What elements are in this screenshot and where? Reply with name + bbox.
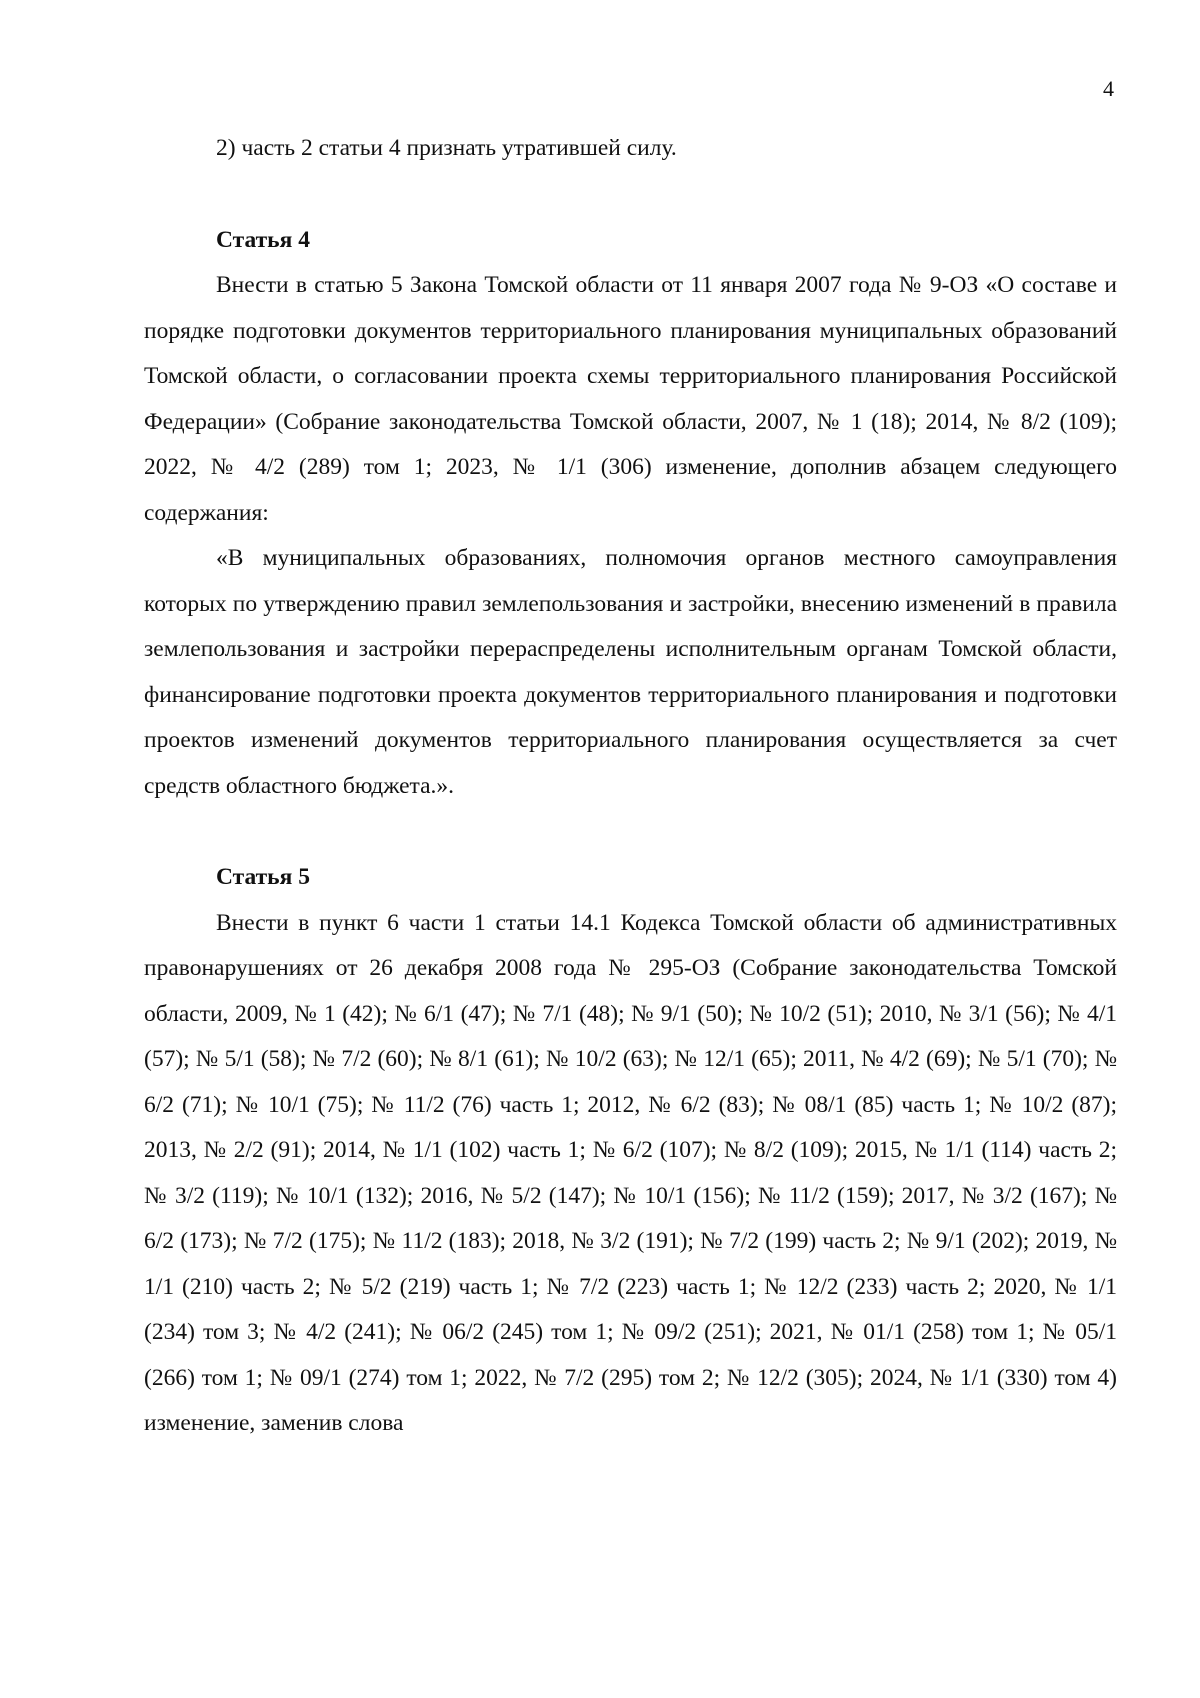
article-4-paragraph-1: Внести в статью 5 Закона Томской области от 11 января 2007 года № 9-ОЗ «О составе и порядке подготовки документов территориального планирования муниципальных образований Томской области, о согласовании проекта схемы территориального планирования Российской Федерации» (Собрание законодательства Томской области, 2007, № 1 (18); 2014, № 8/2 (109); 2022, № 4/2 (289) том 1; 2023, № 1/1 (306) изменение, дополнив абзацем следующего содержания:	[144, 272, 1117, 526]
page-number: 4	[1103, 76, 1114, 101]
article-4-heading: Статья 4	[216, 226, 310, 253]
item-2-paragraph: 2) часть 2 статьи 4 признать утратившей силу.	[216, 135, 677, 161]
article-5-paragraph-1: Внести в пункт 6 части 1 статьи 14.1 Кодекса Томской области об административных правонарушениях от 26 декабря 2008 года № 295-ОЗ (Собрание законодательства Томской области, 2009, № 1 (42); № 6/1 (47); № 7/1 (48); № 9/1 (50); № 10/2 (51); 2010, № 3/1 (56); № 4/1 (57); № 5/1 (58); № 7/2 (60); № 8/1 (61); № 10/2 (63); № 12/1 (65); 2011, № 4/2 (69); № 5/1 (70); № 6/2 (71); № 10/1 (75); № 11/2 (76) часть 1; 2012, № 6/2 (83); № 08/1 (85) часть 1; № 10/2 (87); 2013, № 2/2 (91); 2014, № 1/1 (102) часть 1; № 6/2 (107); № 8/2 (109); 2015, № 1/1 (114) часть 2; № 3/2 (119); № 10/1 (132); 2016, № 5/2 (147); № 10/1 (156); № 11/2 (159); 2017, № 3/2 (167); № 6/2 (173); № 7/2 (175); № 11/2 (183); 2018, № 3/2 (191); № 7/2 (199) часть 2; № 9/1 (202); 2019, № 1/1 (210) часть 2; № 5/2 (219) часть 1; № 7/2 (223) часть 1; № 12/2 (233) часть 2; 2020, № 1/1 (234) том 3; № 4/2 (241); № 06/2 (245) том 1; № 09/2 (251); 2021, № 01/1 (258) том 1; № 05/1 (266) том 1; № 09/1 (274) том 1; 2022, № 7/2 (295) том 2; № 12/2 (305); 2024, № 1/1 (330) том 4) изменение, заменив слова	[144, 909, 1117, 1436]
document-body	[144, 126, 1117, 1447]
spacer	[144, 172, 1117, 218]
article-5-heading: Статья 5	[216, 864, 310, 890]
spacer	[144, 809, 1117, 855]
article-4-paragraph-2: «В муниципальных образованиях, полномочия органов местного самоуправления которых по утверждению правил землепользования и застройки, внесению изменений в правила землепользования и застройки перераспределены исполнительным органам Томской области, финансирование подготовки проекта документов территориального планирования и подготовки проектов изменений документов территориального планирования осуществляется за счет средств областного бюджета.».	[144, 545, 1117, 799]
